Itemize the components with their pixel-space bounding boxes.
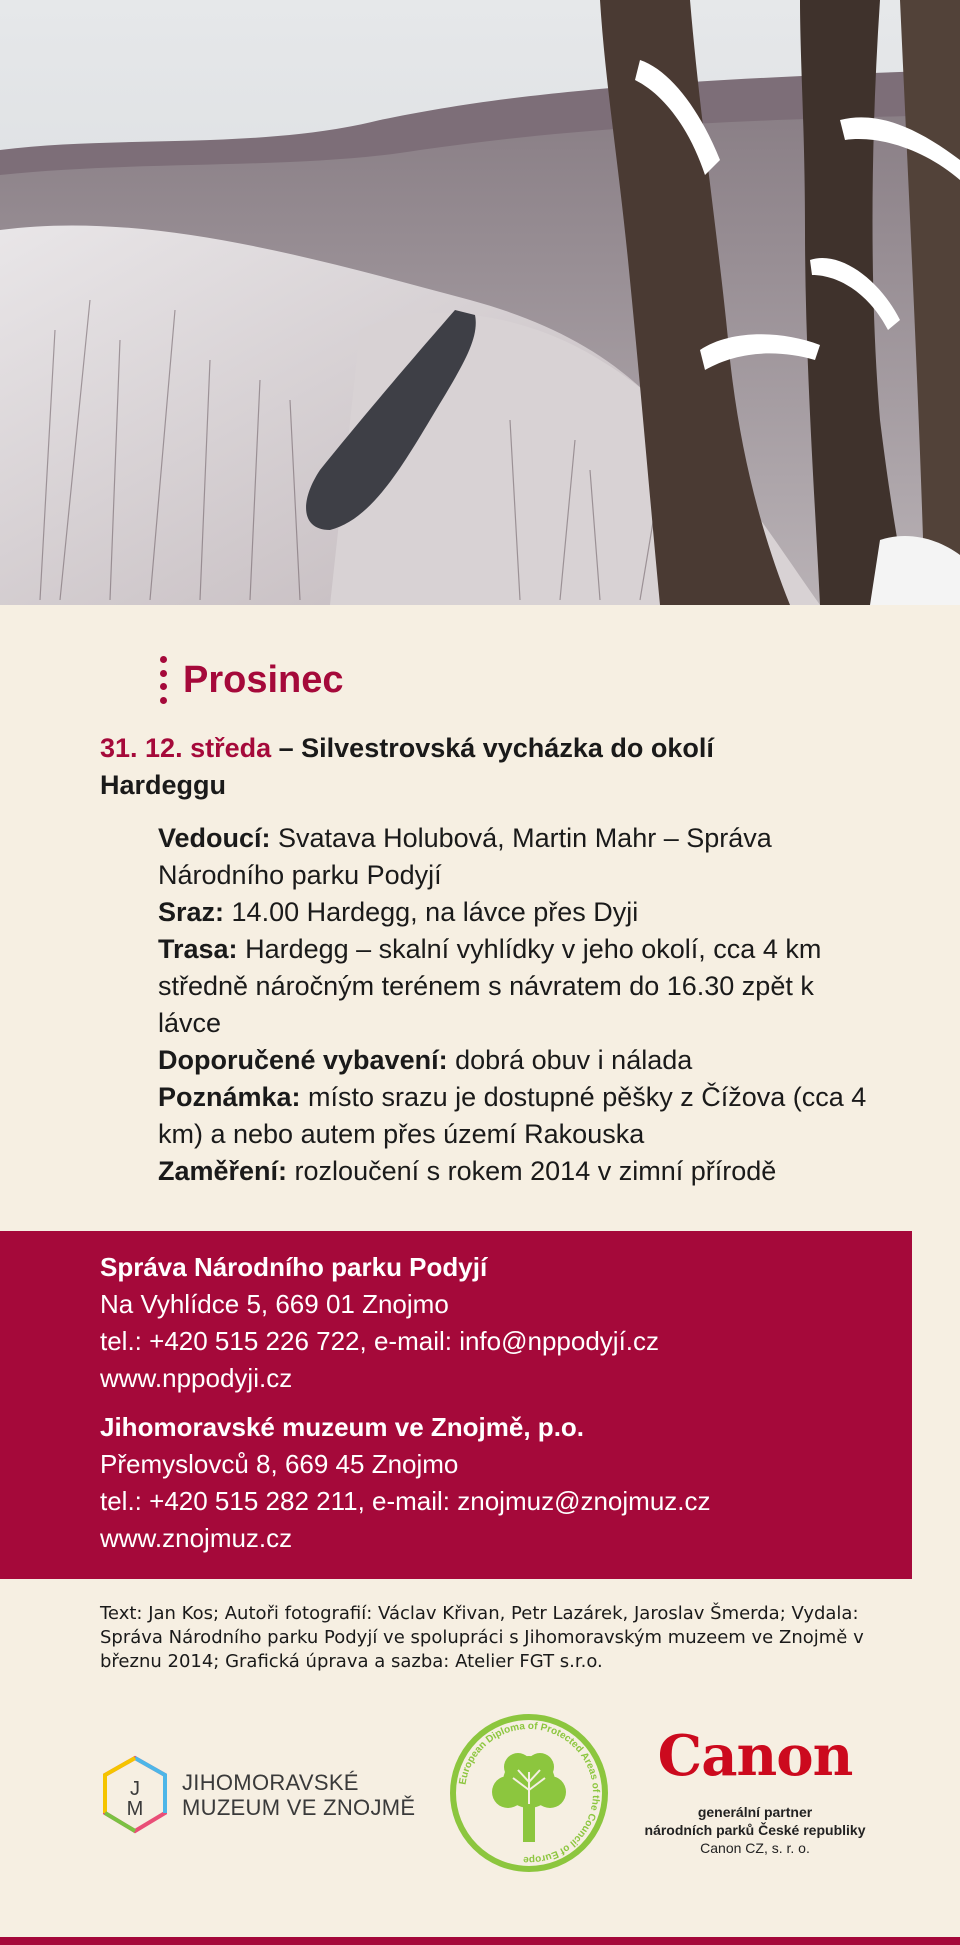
dots-divider-icon [160, 656, 167, 704]
detail-note: Poznámka: místo srazu je dostupné pěšky z Čížova (cca 4 km) a nebo autem přes území Rakouska [158, 1082, 867, 1149]
detail-route: Trasa: Hardegg – skalní vyhlídky v jeho okolí, cca 4 km středně náročným terénem s návratem do 16.30 zpět k lávce [158, 934, 822, 1038]
event-details [158, 820, 878, 1190]
diploma-ring-text: European Diploma of Protected Areas of the Council of Europe [457, 1720, 602, 1866]
canon-logo [630, 1725, 880, 1857]
bottom-bar [0, 1937, 960, 1945]
canon-line2: národních parků České republiky [644, 1822, 866, 1838]
event-date: 31. 12. středa [100, 733, 272, 763]
svg-text:M: M [126, 1798, 144, 1820]
detail-meeting: Sraz: 14.00 Hardegg, na lávce přes Dyji [158, 897, 639, 927]
month-heading [160, 650, 344, 710]
canon-line3: Canon CZ, s. r. o. [700, 1840, 810, 1856]
credits-text: Text: Jan Kos; Autoři fotografií: Václav Křivan, Petr Lazárek, Jaroslav Šmerda; Vydala: Správa Národního parku Podyjí ve spolupráci s Jihomoravským muzeem ve Znojmě v březnu 2014; Grafická úprava a sazba: Atelier FGT s.r.o. [100, 1603, 864, 1672]
month-title: Prosinec [183, 658, 344, 701]
contact-address: Na Vyhlídce 5, 669 01 Znojmo [100, 1289, 449, 1319]
canon-line1: generální partner [697, 1804, 813, 1820]
detail-focus: Zaměření: rozloučení s rokem 2014 v zimní přírodě [158, 1156, 777, 1186]
detail-leader: Vedoucí: Svatava Holubová, Martin Mahr – Správa Národního parku Podyjí [158, 823, 772, 890]
svg-text:J: J [130, 1778, 140, 1800]
event-title [100, 730, 840, 804]
contact-phone-email[interactable]: tel.: +420 515 282 211, e-mail: znojmuz@znojmuz.cz [100, 1486, 711, 1516]
contact-web-link[interactable]: www.znojmuz.cz [100, 1523, 293, 1553]
canon-wordmark: Canon [657, 1723, 853, 1789]
canon-partner-text [630, 1803, 880, 1857]
contact-address: Přemyslovců 8, 669 45 Znojmo [100, 1449, 459, 1479]
contact-org: Správa Národního parku Podyjí [100, 1252, 488, 1282]
museum-logo [100, 1755, 420, 1835]
contact-box [0, 1231, 912, 1579]
event-name: – Silvestrovská vycházka do okolí Hardeggu [100, 733, 714, 800]
contact-park [100, 1249, 890, 1397]
european-diploma-logo [448, 1712, 610, 1874]
museum-logo-line1: JIHOMORAVSKÉ [182, 1770, 359, 1795]
museum-jm-logo-icon [100, 1755, 170, 1835]
contact-museum [100, 1409, 890, 1557]
contact-org: Jihomoravské muzeum ve Znojmě, p.o. [100, 1412, 585, 1442]
hero-photo [0, 0, 960, 605]
detail-equipment: Doporučené vybavení: dobrá obuv i nálada [158, 1045, 693, 1075]
contact-phone-email[interactable]: tel.: +420 515 226 722, e-mail: info@nppodyjí.cz [100, 1326, 660, 1356]
museum-logo-line2: MUZEUM VE ZNOJMĚ [182, 1795, 416, 1820]
snowy-valley-photo [0, 0, 960, 605]
contact-web-link[interactable]: www.nppodyji.cz [100, 1363, 293, 1393]
